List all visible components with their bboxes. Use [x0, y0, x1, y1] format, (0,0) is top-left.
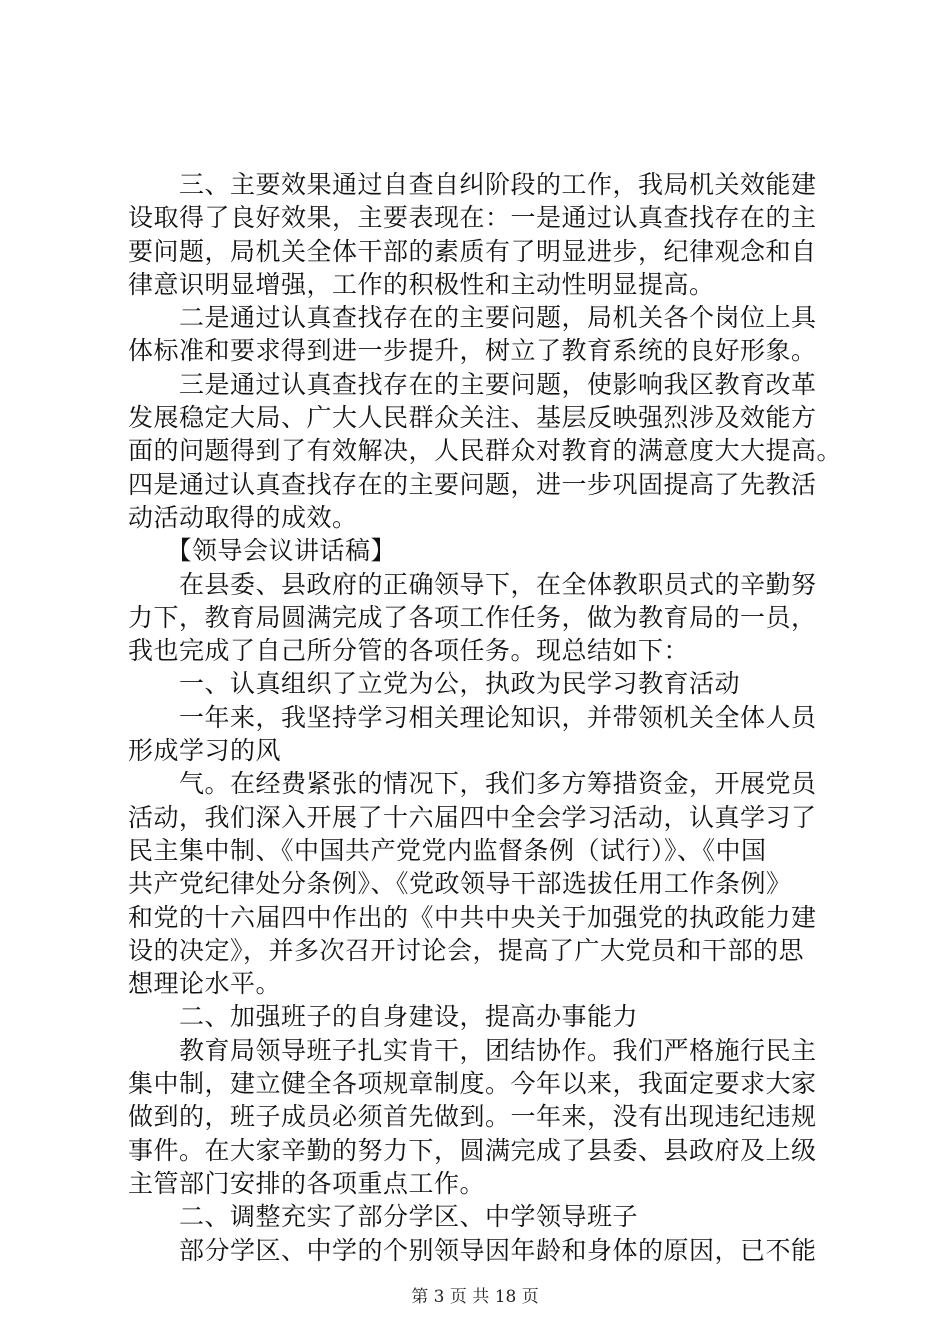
text-line: 气。在经费紧张的情况下，我们多方筹措资金，开展党员: [128, 769, 817, 799]
text-line: 民主集中制、《中国共产党党内监督条例（试行）》、《中国: [128, 835, 767, 865]
text-line: 体标准和要求得到进一步提升，树立了教育系统的良好形象。: [128, 336, 817, 366]
text-line: 发展稳定大局、广大人民群众关注、基层反映强烈涉及效能方: [128, 403, 817, 433]
text-line: 一年来，我坚持学习相关理论知识，并带领机关全体人员: [128, 702, 817, 732]
text-line: 设的决定》，并多次召开讨论会，提高了广大党员和干部的思: [128, 935, 805, 965]
text-line: 【领导会议讲话稿】: [128, 536, 397, 566]
text-line: 共产党纪律处分条例》、《党政领导干部选拔任用工作条例》: [128, 869, 792, 899]
text-line: 四是通过认真查找存在的主要问题，进一步巩固提高了先教活: [128, 469, 817, 499]
text-line: 在县委、县政府的正确领导下，在全体教职员式的辛勤努: [128, 569, 817, 599]
text-line: 做到的，班子成员必须首先做到。一年来，没有出现违纪违规: [128, 1102, 817, 1132]
text-line: 和党的十六届四中作出的《中共中央关于加强党的执政能力建: [128, 902, 817, 932]
text-line: 二是通过认真查找存在的主要问题，局机关各个岗位上具: [128, 303, 817, 333]
text-line: 律意识明显增强，工作的积极性和主动性明显提高。: [128, 269, 715, 299]
text-line: 主管部门安排的各项重点工作。: [128, 1168, 486, 1198]
text-line: 形成学习的风: [128, 736, 282, 766]
text-line: 集中制，建立健全各项规章制度。今年以来，我面定要求大家: [128, 1069, 817, 1099]
text-line: 部分学区、中学的个别领导因年龄和身体的原因，已不能: [128, 1235, 817, 1265]
text-line: 面的问题得到了有效解决，人民群众对教育的满意度大大提高。: [128, 436, 843, 466]
text-line: 教育局领导班子扎实肯干，团结协作。我们严格施行民主: [128, 1035, 817, 1065]
text-line: 要问题，局机关全体干部的素质有了明显进步，纪律观念和自: [128, 236, 817, 266]
text-line: 我也完成了自己所分管的各项任务。现总结如下：: [128, 636, 690, 666]
document-body: [128, 168, 848, 1267]
text-line: 想理论水平。: [128, 969, 282, 999]
text-line: 力下，教育局圆满完成了各项工作任务，做为教育局的一员，: [128, 602, 817, 632]
text-line: 一、认真组织了立党为公，执政为民学习教育活动: [128, 669, 741, 699]
text-line: 活动，我们深入开展了十六届四中全会学习活动，认真学习了: [128, 802, 817, 832]
text-line: 二、调整充实了部分学区、中学领导班子: [128, 1202, 639, 1232]
text-line: 事件。在大家辛勤的努力下，圆满完成了县委、县政府及上级: [128, 1135, 817, 1165]
text-line: 三、主要效果通过自查自纠阶段的工作，我局机关效能建: [128, 170, 817, 199]
text-line: 二、加强班子的自身建设，提高办事能力: [128, 1002, 639, 1032]
page-number-footer: 第 3 页 共 18 页: [411, 1287, 539, 1307]
text-line: 动活动取得的成效。: [128, 502, 358, 532]
text-line: 设取得了良好效果，主要表现在：一是通过认真查找存在的主: [128, 203, 817, 233]
text-line: 三是通过认真查找存在的主要问题，使影响我区教育改革: [128, 369, 817, 399]
